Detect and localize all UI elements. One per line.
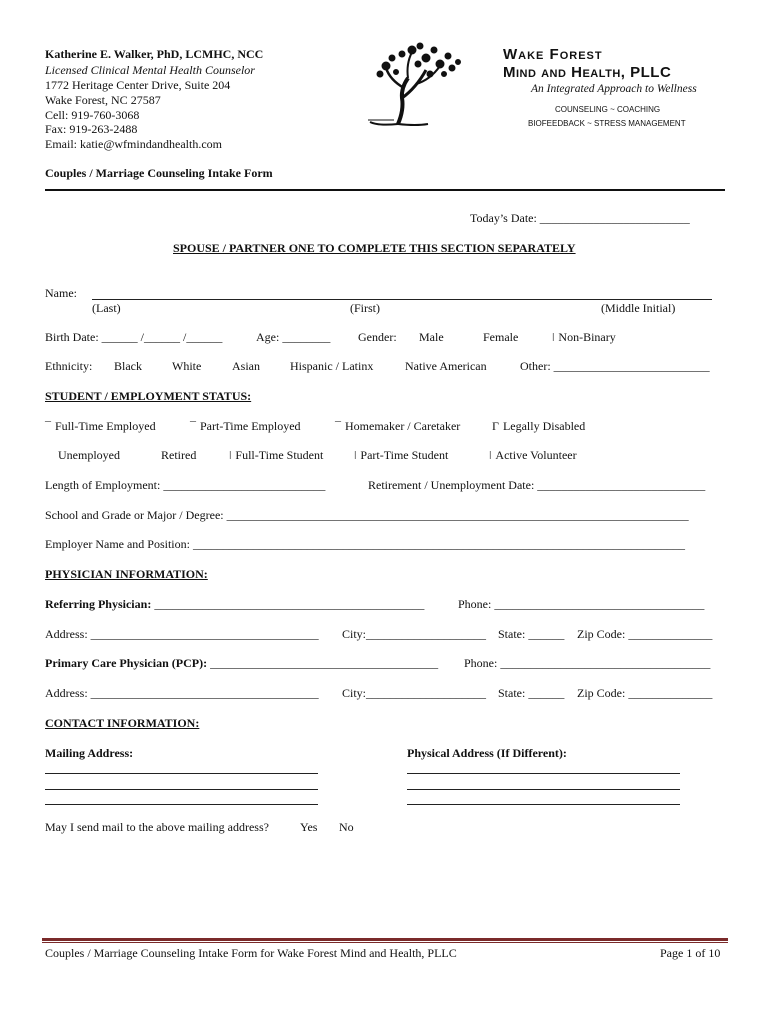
footer-form-name: Couples / Marriage Counseling Intake Form for Wake Forest Mind and Health, PLLC — [45, 946, 457, 960]
todays-date-field[interactable]: Today’s Date: _________________________ — [470, 211, 690, 225]
contact-heading: CONTACT INFORMATION: — [45, 716, 200, 730]
cell-phone: Cell: 919-760-3068 — [45, 108, 140, 122]
unemployed-option[interactable]: Unemployed — [58, 448, 120, 462]
checkbox-icon: ǀ — [229, 448, 232, 462]
ethnicity-white-option[interactable]: White — [172, 359, 202, 373]
gender-nonbinary-option[interactable] — [552, 330, 616, 345]
school-field[interactable]: School and Grade or Major / Degree: _____________________________________________________________________________ — [45, 508, 689, 522]
retired-option[interactable]: Retired — [161, 448, 197, 462]
ethnicity-other-field[interactable]: Other: __________________________ — [520, 359, 710, 373]
homemaker-option[interactable] — [335, 419, 460, 434]
ethnicity-black-option[interactable]: Black — [114, 359, 142, 373]
city-address: Wake Forest, NC 27587 — [45, 93, 161, 107]
birth-date-field[interactable]: Birth Date: ______ /______ /______ — [45, 330, 223, 344]
name-middle-label: (Middle Initial) — [601, 301, 676, 315]
checkbox-icon: ǀ — [489, 448, 492, 462]
legally-disabled-option[interactable] — [492, 419, 585, 434]
pcp-zip-field[interactable]: Zip Code: ______________ — [577, 686, 713, 700]
gender-male-option[interactable]: Male — [419, 330, 444, 344]
mailing-address-line-3[interactable] — [45, 804, 318, 805]
clinician-name: Katherine E. Walker, PhD, LCMHC, NCC — [45, 47, 264, 61]
pcp-city-field[interactable]: City:____________________ — [342, 686, 487, 700]
tree-icon — [368, 40, 498, 130]
title-divider — [45, 189, 725, 191]
retirement-date-field[interactable]: Retirement / Unemployment Date: ____________________________ — [368, 478, 706, 492]
logo-services2: BIOFEEDBACK ~ STRESS MANAGEMENT — [528, 119, 686, 128]
clinician-title: Licensed Clinical Mental Health Counselor — [45, 63, 255, 77]
name-line[interactable] — [92, 299, 712, 300]
street-address: 1772 Heritage Center Drive, Suite 204 — [45, 78, 231, 92]
send-mail-yes-option[interactable]: Yes — [300, 820, 318, 834]
physical-address-line-2[interactable] — [407, 789, 680, 790]
mailing-address-line-2[interactable] — [45, 789, 318, 790]
ethnicity-asian-option[interactable]: Asian — [232, 359, 260, 373]
logo-line2: Mind and Health, PLLC — [503, 64, 672, 81]
referring-state-field[interactable]: State: ______ — [498, 627, 565, 641]
parttime-student-label: Part-Time Student — [360, 448, 449, 462]
referring-phone-field[interactable]: Phone: ___________________________________ — [458, 597, 705, 611]
referring-city-field[interactable]: City:____________________ — [342, 627, 487, 641]
homemaker-label: Homemaker / Caretaker — [345, 419, 461, 433]
form-title: Couples / Marriage Counseling Intake Form — [45, 166, 273, 180]
employment-heading: STUDENT / EMPLOYMENT STATUS: — [45, 389, 252, 403]
fulltime-employed-option[interactable] — [45, 419, 156, 434]
footer-page-number: Page 1 of 10 — [660, 946, 721, 960]
age-field[interactable]: Age: ________ — [256, 330, 331, 344]
footer-divider — [42, 938, 728, 941]
logo-line1: Wake Forest — [503, 46, 603, 63]
send-mail-no-option[interactable]: No — [339, 820, 354, 834]
fulltime-student-option[interactable] — [229, 448, 323, 463]
pcp-label: Primary Care Physician (PCP): — [45, 656, 208, 670]
pcp-state-field[interactable]: State: ______ — [498, 686, 565, 700]
referring-physician-line: _____________________________________________ — [154, 597, 425, 611]
referring-zip-field[interactable]: Zip Code: ______________ — [577, 627, 713, 641]
ethnicity-label: Ethnicity: — [45, 359, 93, 373]
parttime-employed-option[interactable] — [190, 419, 301, 434]
fulltime-employed-label: Full-Time Employed — [55, 419, 156, 433]
email-address: Email: katie@wfmindandhealth.com — [45, 137, 222, 151]
mailing-address-label: Mailing Address: — [45, 746, 134, 760]
checkbox-icon: Γ — [492, 419, 499, 433]
gender-label: Gender: — [358, 330, 397, 344]
name-label: Name: — [45, 286, 77, 300]
ethnicity-hispanic-option[interactable]: Hispanic / Latinx — [290, 359, 374, 373]
gender-nonbinary-label: Non-Binary — [558, 330, 616, 344]
fulltime-student-label: Full-Time Student — [235, 448, 324, 462]
checkbox-icon: ¯ — [45, 419, 51, 433]
parttime-employed-label: Part-Time Employed — [200, 419, 301, 433]
name-first-label: (First) — [350, 301, 380, 315]
referring-physician-field[interactable] — [45, 597, 424, 612]
active-volunteer-label: Active Volunteer — [495, 448, 577, 462]
checkbox-icon: ǀ — [354, 448, 357, 462]
fax-number: Fax: 919-263-2488 — [45, 122, 138, 136]
physician-heading: PHYSICIAN INFORMATION: — [45, 567, 208, 581]
pcp-phone-field[interactable]: Phone: ___________________________________ — [464, 656, 711, 670]
length-employment-field[interactable]: Length of Employment: ___________________________ — [45, 478, 326, 492]
ethnicity-native-option[interactable]: Native American — [405, 359, 487, 373]
footer-divider-thin — [42, 942, 728, 943]
active-volunteer-option[interactable] — [489, 448, 577, 463]
mailing-address-line-1[interactable] — [45, 773, 318, 774]
referring-address-field[interactable]: Address: ______________________________________ — [45, 627, 319, 641]
section-heading: SPOUSE / PARTNER ONE TO COMPLETE THIS SECTION SEPARATELY — [173, 241, 576, 255]
checkbox-icon: ǀ — [552, 330, 555, 344]
pcp-field[interactable] — [45, 656, 438, 671]
gender-female-option[interactable]: Female — [483, 330, 519, 344]
referring-physician-label: Referring Physician: — [45, 597, 152, 611]
send-mail-question: May I send mail to the above mailing address? — [45, 820, 269, 834]
logo-tagline: An Integrated Approach to Wellness — [531, 83, 697, 95]
physical-address-label: Physical Address (If Different): — [407, 746, 567, 760]
checkbox-icon: ¯ — [335, 419, 341, 433]
physical-address-line-1[interactable] — [407, 773, 680, 774]
physical-address-line-3[interactable] — [407, 804, 680, 805]
employer-field[interactable]: Employer Name and Position: __________________________________________________________________________________ — [45, 537, 685, 551]
checkbox-icon: ¯ — [190, 419, 196, 433]
pcp-address-field[interactable]: Address: ______________________________________ — [45, 686, 319, 700]
legally-disabled-label: Legally Disabled — [502, 419, 586, 433]
logo-services1: COUNSELING ~ COACHING — [555, 105, 661, 114]
pcp-line: ______________________________________ — [210, 656, 439, 670]
parttime-student-option[interactable] — [354, 448, 448, 463]
name-last-label: (Last) — [92, 301, 121, 315]
